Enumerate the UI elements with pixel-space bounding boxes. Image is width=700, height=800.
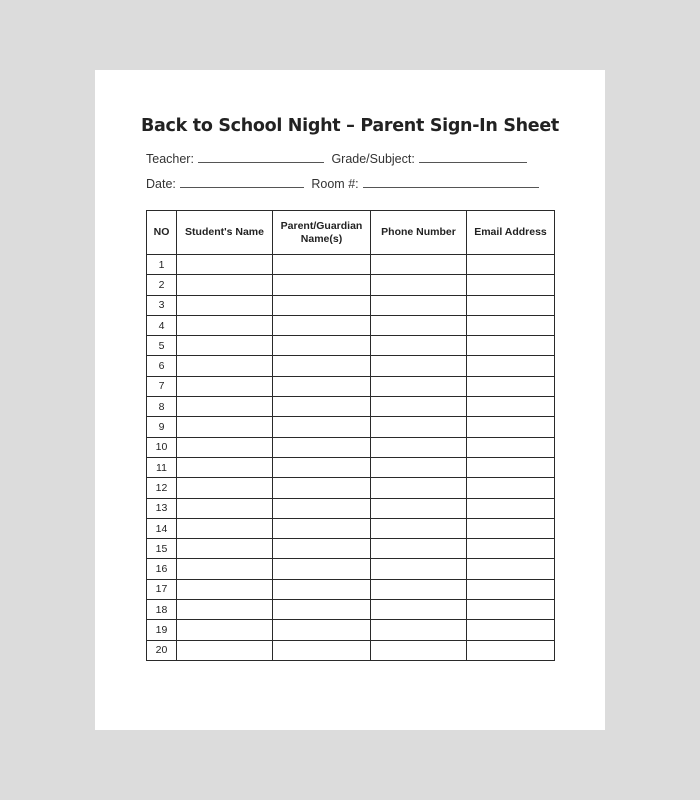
phone-number-cell[interactable]	[371, 295, 467, 315]
email-address-cell[interactable]	[467, 457, 555, 477]
parent-guardian-cell[interactable]	[273, 539, 371, 559]
student-name-cell[interactable]	[177, 417, 273, 437]
table-row	[147, 640, 555, 660]
email-address-cell[interactable]	[467, 478, 555, 498]
email-address-cell[interactable]	[467, 437, 555, 457]
row-number: 19	[147, 620, 177, 640]
parent-guardian-cell[interactable]	[273, 376, 371, 396]
parent-guardian-cell[interactable]	[273, 620, 371, 640]
email-address-cell[interactable]	[467, 620, 555, 640]
row-number: 3	[147, 295, 177, 315]
table-row	[147, 579, 555, 599]
email-address-cell[interactable]	[467, 376, 555, 396]
row-number: 11	[147, 457, 177, 477]
parent-guardian-cell[interactable]	[273, 356, 371, 376]
grade-subject-blank[interactable]	[419, 152, 527, 163]
row-number: 1	[147, 255, 177, 275]
phone-number-cell[interactable]	[371, 255, 467, 275]
parent-guardian-cell[interactable]	[273, 579, 371, 599]
row-number: 6	[147, 356, 177, 376]
row-number: 2	[147, 275, 177, 295]
row-number: 10	[147, 437, 177, 457]
date-room-line	[146, 177, 543, 191]
phone-number-cell[interactable]	[371, 600, 467, 620]
email-address-cell[interactable]	[467, 518, 555, 538]
parent-guardian-cell[interactable]	[273, 640, 371, 660]
table-row	[147, 539, 555, 559]
student-name-cell[interactable]	[177, 275, 273, 295]
student-name-cell[interactable]	[177, 579, 273, 599]
phone-number-cell[interactable]	[371, 275, 467, 295]
student-name-cell[interactable]	[177, 620, 273, 640]
phone-number-cell[interactable]	[371, 559, 467, 579]
table-row	[147, 518, 555, 538]
table-body	[147, 255, 555, 661]
email-address-cell[interactable]	[467, 559, 555, 579]
email-address-cell[interactable]	[467, 295, 555, 315]
student-name-cell[interactable]	[177, 518, 273, 538]
phone-number-cell[interactable]	[371, 457, 467, 477]
row-number: 17	[147, 579, 177, 599]
table-row	[147, 295, 555, 315]
sign-in-sheet-page	[95, 70, 605, 730]
parent-guardian-cell[interactable]	[273, 457, 371, 477]
table-row	[147, 376, 555, 396]
table-row	[147, 457, 555, 477]
date-blank[interactable]	[180, 177, 304, 188]
email-address-cell[interactable]	[467, 640, 555, 660]
row-number: 12	[147, 478, 177, 498]
table-row	[147, 336, 555, 356]
student-name-cell[interactable]	[177, 336, 273, 356]
student-name-cell[interactable]	[177, 600, 273, 620]
parent-guardian-cell[interactable]	[273, 397, 371, 417]
email-address-cell[interactable]	[467, 498, 555, 518]
parent-guardian-cell[interactable]	[273, 315, 371, 335]
student-name-cell[interactable]	[177, 437, 273, 457]
email-address-cell[interactable]	[467, 356, 555, 376]
grade-subject-label: Grade/Subject:	[331, 152, 415, 166]
student-name-cell[interactable]	[177, 457, 273, 477]
row-number: 13	[147, 498, 177, 518]
row-number: 18	[147, 600, 177, 620]
parent-guardian-cell[interactable]	[273, 559, 371, 579]
parent-guardian-cell[interactable]	[273, 417, 371, 437]
row-number: 14	[147, 518, 177, 538]
student-name-cell[interactable]	[177, 376, 273, 396]
table-row	[147, 417, 555, 437]
phone-number-cell[interactable]	[371, 336, 467, 356]
header-student-name: Student's Name	[177, 211, 273, 255]
student-name-cell[interactable]	[177, 295, 273, 315]
parent-guardian-cell[interactable]	[273, 600, 371, 620]
teacher-grade-line	[146, 152, 531, 166]
student-name-cell[interactable]	[177, 559, 273, 579]
table-row	[147, 600, 555, 620]
row-number: 16	[147, 559, 177, 579]
parent-guardian-cell[interactable]	[273, 255, 371, 275]
parent-guardian-cell[interactable]	[273, 275, 371, 295]
phone-number-cell[interactable]	[371, 518, 467, 538]
student-name-cell[interactable]	[177, 478, 273, 498]
sign-in-table	[146, 210, 555, 661]
phone-number-cell[interactable]	[371, 498, 467, 518]
row-number: 7	[147, 376, 177, 396]
room-blank[interactable]	[363, 177, 539, 188]
table-header-row	[147, 211, 555, 255]
row-number: 4	[147, 315, 177, 335]
email-address-cell[interactable]	[467, 579, 555, 599]
parent-guardian-cell[interactable]	[273, 336, 371, 356]
row-number: 15	[147, 539, 177, 559]
table-row	[147, 315, 555, 335]
student-name-cell[interactable]	[177, 315, 273, 335]
phone-number-cell[interactable]	[371, 376, 467, 396]
row-number: 8	[147, 397, 177, 417]
header-phone-number: Phone Number	[371, 211, 467, 255]
phone-number-cell[interactable]	[371, 397, 467, 417]
table-row	[147, 255, 555, 275]
email-address-cell[interactable]	[467, 275, 555, 295]
table-row	[147, 437, 555, 457]
table-row	[147, 478, 555, 498]
phone-number-cell[interactable]	[371, 356, 467, 376]
header-no: NO	[147, 211, 177, 255]
row-number: 20	[147, 640, 177, 660]
phone-number-cell[interactable]	[371, 315, 467, 335]
email-address-cell[interactable]	[467, 255, 555, 275]
room-label: Room #:	[311, 177, 359, 191]
table-row	[147, 275, 555, 295]
teacher-blank[interactable]	[198, 152, 324, 163]
phone-number-cell[interactable]	[371, 640, 467, 660]
email-address-cell[interactable]	[467, 539, 555, 559]
header-parent-guardian-names: Parent/Guardian Name(s)	[273, 211, 371, 255]
student-name-cell[interactable]	[177, 397, 273, 417]
phone-number-cell[interactable]	[371, 417, 467, 437]
email-address-cell[interactable]	[467, 315, 555, 335]
student-name-cell[interactable]	[177, 255, 273, 275]
student-name-cell[interactable]	[177, 640, 273, 660]
header-email-address: Email Address	[467, 211, 555, 255]
date-label: Date:	[146, 177, 176, 191]
page-title: Back to School Night – Parent Sign-In Sheet	[141, 116, 559, 136]
parent-guardian-cell[interactable]	[273, 498, 371, 518]
email-address-cell[interactable]	[467, 397, 555, 417]
parent-guardian-cell[interactable]	[273, 295, 371, 315]
table-row	[147, 397, 555, 417]
phone-number-cell[interactable]	[371, 437, 467, 457]
student-name-cell[interactable]	[177, 498, 273, 518]
teacher-label: Teacher:	[146, 152, 194, 166]
parent-guardian-cell[interactable]	[273, 437, 371, 457]
phone-number-cell[interactable]	[371, 478, 467, 498]
phone-number-cell[interactable]	[371, 539, 467, 559]
email-address-cell[interactable]	[467, 417, 555, 437]
row-number: 5	[147, 336, 177, 356]
table-row	[147, 498, 555, 518]
email-address-cell[interactable]	[467, 336, 555, 356]
row-number: 9	[147, 417, 177, 437]
table-row	[147, 356, 555, 376]
parent-guardian-cell[interactable]	[273, 478, 371, 498]
table-row	[147, 620, 555, 640]
student-name-cell[interactable]	[177, 539, 273, 559]
student-name-cell[interactable]	[177, 356, 273, 376]
phone-number-cell[interactable]	[371, 620, 467, 640]
email-address-cell[interactable]	[467, 600, 555, 620]
phone-number-cell[interactable]	[371, 579, 467, 599]
parent-guardian-cell[interactable]	[273, 518, 371, 538]
table-row	[147, 559, 555, 579]
